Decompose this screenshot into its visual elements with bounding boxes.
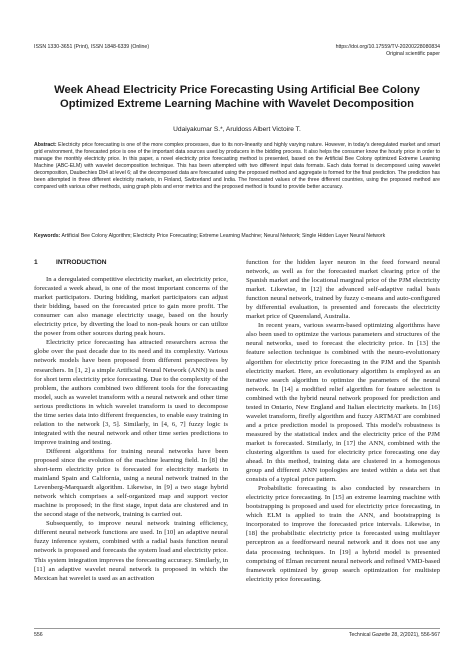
paper-title: Week Ahead Electricity Price Forecasting Using Artificial Bee Colony Optimized Extreme Learning Machine with Wavelet Decomposition — [54, 84, 420, 110]
doi-link[interactable]: https://doi.org/10.17559/TV-20200228080834 — [335, 44, 440, 50]
issn-header: ISSN 1330-3651 (Print), ISSN 1848-6339 (Online) — [34, 44, 150, 50]
body-paragraph: Probabilistic forecasting is also conducted by researchers in electricity price forecasting. In [15] an extreme learning machine with bootstrapping is proposed and used for electricity price forecasting, in which ELM is applied to train the ANN, and bootstrapping is incorporated to improve the forecasted price intervals. Likewise, in [18] the probabilistic electricity price is forecasted using multilayer perceptron as a feedforward neural network and it does not use any data processing techniques. In [19] a hybrid model is presented comprising of Elman recurrent neural network and refined VMD-based framework optimized by group search optimization for multistep electricity price forecasting. — [246, 485, 440, 583]
body-paragraph: Different algorithms for training neural networks have been proposed since the evolution of the machine learning field. In [8] the short-term electricity price is forecasted for electricity markets in mainland Spain and California, using a neural network trained in the Levenberg-Marquardt algorithm. Likewise, in [9] a two stage hybrid network which comprises a self-organized map and support vector machine is proposed; in the first stage, input data are clustered and in the second stage of the network, training is carried out. — [34, 447, 228, 519]
journal-citation: Technical Gazette 28, 2(2021), 556-567 — [348, 632, 440, 638]
body-paragraph: In a deregulated competitive electricity market, an electricity price, forecasted a week ahead, is one of the most important concerns of the market participators. During bidding, market participators can adjust their bidding, based on the forecasted price to gain more profit. The consumer can also manage electricity usage, based on the hourly electricity price, by diverting the load to non-peak hours or can utilize the power from other sources during peak hours. — [34, 276, 228, 338]
section-title: INTRODUCTION — [56, 259, 107, 266]
keywords-text: Artificial Bee Colony Algorithm; Electricity Price Forecasting; Extreme Learning Machine; Neural Network; Single Hidden Layer Neural Network — [61, 233, 386, 239]
body-paragraph: function for the hidden layer neuron in the feed forward neural network, as well as for the forecasted market clearing price of the Spanish market and the locational marginal price of the PJM electricity market. Likewise, in [12] the advanced self-adaptive radial basis function neural network, trained by fuzzy c-means and auto-configured by differential evaluation, is presented and forecasts the electricity market price of Queensland, Australia. — [246, 259, 440, 321]
abstract-label: Abstract: — [34, 142, 57, 148]
right-column — [246, 258, 440, 584]
abstract-text: Electricity price forecasting is one of the more complex processes, due to its non-linearity and highly varying nature. However, in today's deregulated market and smart grid environment, the forecasted price is one of the important data sources used by producers in the bidding process. It also helps the consumer know the hourly price in order to manage the monthly electricity price. In this paper, a novel electricity price forecasting method is presented, based on the Artificial Bee Colony optimized Extreme Learning Machine (ABC-ELM) with wavelet decomposition technique. This has been attempted with two different input data formats. Each data format is decomposed using wavelet decomposition, Daubechies Db4 at level 6; all the decomposed data are forecasted using the proposed method and aggregate is formed for the final prediction. The prediction has been attempted in three different electricity markets, in Finland, Switzerland and India. The forecasted values of the three different countries, using the proposed method are compared with various other methods, using graph plots and error metrics and the proposed method is found to provide better accuracy. — [34, 142, 440, 191]
keywords — [34, 233, 440, 240]
author-list: Udaiyakumar S.*, Aruldoss Albert Victoire T. — [173, 126, 301, 133]
abstract — [34, 142, 440, 191]
body-paragraph: Subsequently, to improve neural network training efficiency, different neural network functions are used. In [10] an adaptive neural fuzzy inference system, combined with a radial basis function neural network is proposed and forecasts the system load and electricity price. This system integration improves the forecasting accuracy. Similarly, in [11] an adaptive wavelet neural network is proposed in which the Mexican hat wavelet is used as an activation — [34, 520, 228, 582]
footer-divider — [34, 628, 440, 629]
keywords-label: Keywords: — [34, 233, 61, 239]
left-column — [34, 258, 228, 583]
body-paragraph: In recent years, various swarm-based optimizing algorithms have also been used to optimize the various parameters and structures of the neural networks, used to forecast the electricity price. In [13] the feature selection technique is combined with the neuro-evolutionary algorithm for electricity price forecasting in the PJM and the Spanish electricity market. Here, an evolutionary algorithm is employed as an iterative search algorithm to optimize the parameters of the neural network. In [14] a modified relief algorithm for feature selection is combined with the hybrid neural network proposed for prediction and tested in Ontario, New England and Italian electricity markets. In [16] wavelet transform, firefly algorithm and fuzzy ARTMAT are combined and a price prediction model is proposed. This model's robustness is measured by the statistical index and the electricity price of the PJM market is forecasted. Similarly, in [17] the ANN, combined with the clustering algorithm is used for electricity price forecasting one day ahead. In this method, training data are clustered in a homogenous group and different ANN topologies are tested within a data set that consists of a typical price pattern. — [246, 322, 440, 484]
section-number: 1 — [34, 259, 38, 266]
section-heading — [34, 258, 228, 267]
paper-type: Original scientific paper — [386, 51, 440, 57]
doi-header — [336, 44, 440, 58]
body-paragraph: Electricity price forecasting has attracted researchers across the globe over the past decade due to its need and its complexity. Various network models have been proposed from different perspectives by researchers. In [1, 2] a simple Artificial Neural Network (ANN) is used for short term electricity price forecasting. Due to the complexity of the problem, the authors combined two different tools for the forecasting model, such as wavelet transform with a neural network and other time serious predictions in which wavelet transform is used to decompose the time series data into different frequencies, to enable easy training in relation to the network [3, 5]. Similarly, in [4, 6, 7] fuzzy logic is integrated with the neural network and other time series predictions to improve training and testing. — [34, 339, 228, 446]
page-number: 556 — [34, 632, 43, 638]
